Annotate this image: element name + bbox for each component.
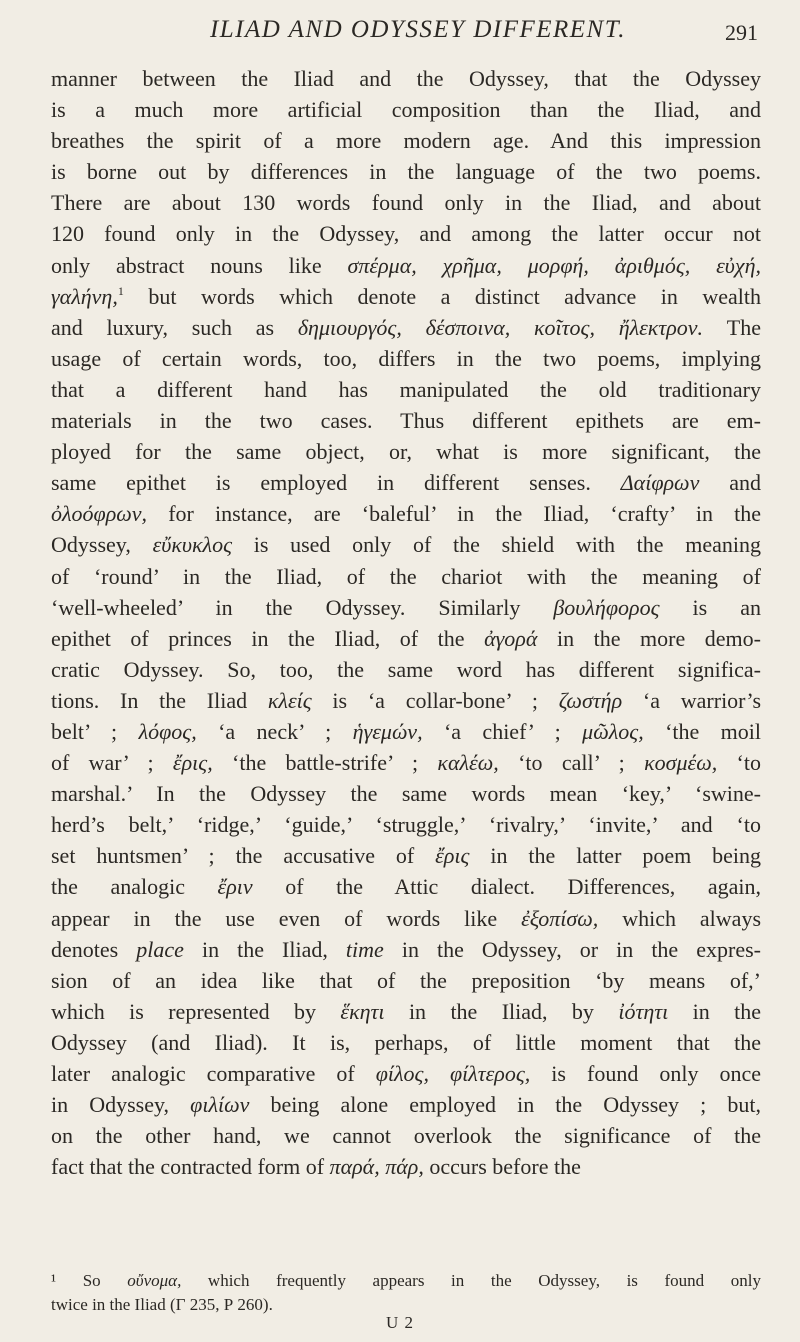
text-line (51, 529, 761, 560)
greek-word: ἀγορά (484, 625, 538, 651)
text-line (51, 187, 761, 218)
text-run: the analogic (51, 874, 218, 900)
text-line (51, 125, 761, 156)
text-line (51, 1058, 761, 1089)
text-run: which always (598, 905, 761, 931)
page-number: 291 (725, 20, 758, 45)
text-run: belt’ ; (51, 718, 139, 744)
footnote-ref: 1 (117, 283, 124, 298)
text-run: and luxury, such as (51, 314, 298, 340)
text-run: denotes (51, 936, 137, 962)
text-run: 120 found only in the Odyssey, and among the latter occur not (51, 221, 761, 247)
text-run: herd’s belt,’ ‘ridge,’ ‘guide,’ ‘struggle,’ ‘rivalry,’ ‘invite,’ and ‘to (51, 812, 761, 838)
text-line (51, 716, 761, 747)
text-run: of the Attic dialect. Differences, again, (252, 874, 761, 900)
text-line (51, 747, 761, 778)
text-run: same epithet is employed in different senses. (51, 470, 621, 496)
text-run: occurs before the (423, 1154, 581, 1180)
text-run: is used only of the shield with the meaning (232, 532, 761, 558)
text-run: in the latter poem being (469, 843, 761, 869)
text-run: in Odyssey, (51, 1092, 191, 1118)
greek-word: γαλήνη, (51, 283, 118, 309)
greek-word: λόφος, (138, 718, 197, 744)
text-run: ‘the moil (643, 718, 762, 744)
footnote (51, 1269, 761, 1317)
text-run: There are about 130 words found only in the Iliad, and about (51, 190, 761, 216)
text-line (51, 281, 761, 312)
italic-emphasis: time (345, 936, 384, 962)
text-run: ‘the battle-strife’ ; (212, 750, 438, 776)
text-run: ¹ So (51, 1271, 128, 1290)
text-run: which frequently appears in the Odyssey, is found only (181, 1271, 761, 1290)
signature-mark: U 2 (385, 1313, 415, 1332)
text-run: for instance, are ‘baleful’ in the Iliad, ‘crafty’ in the (147, 501, 761, 527)
text-run: in the Iliad, (183, 936, 346, 962)
text-run: only abstract nouns like (51, 252, 348, 278)
text-run: materials in the two cases. Thus different epithets are em- (51, 408, 761, 434)
text-run: usage of certain words, too, differs in the two poems, implying (51, 345, 761, 371)
text-line (51, 996, 761, 1027)
text-run: fact that the contracted form of (51, 1154, 330, 1180)
text-line (51, 561, 761, 592)
text-line (51, 436, 761, 467)
text-run: is found only once (530, 1061, 761, 1086)
text-run: cratic Odyssey. So, too, the same word has different significa- (51, 656, 761, 682)
greek-word: ἐξοπίσω, (521, 905, 599, 931)
text-line (51, 654, 761, 685)
greek-word: ἡγεμών, (352, 718, 423, 744)
text-run: is borne out by differences in the language of the two poems. (51, 159, 761, 185)
greek-word: οὔνομα, (127, 1271, 182, 1290)
greek-word: ἰότητι (618, 998, 669, 1024)
text-line (51, 965, 761, 996)
greek-word: ἔρις, (172, 750, 213, 776)
greek-word: σπέρμα, χρῆμα, μορφή, ἀριθμός, εὐχή, (347, 252, 761, 278)
greek-word: ζωστήρ (558, 687, 623, 713)
text-line (51, 623, 761, 654)
text-run: on the other hand, we cannot overlook the significance of the (51, 1123, 761, 1149)
text-run: Odyssey (and Iliad). It is, perhaps, of little moment that the (51, 1029, 761, 1055)
text-run: ‘a neck’ ; (196, 718, 353, 744)
text-run: is a much more artificial composition than the Iliad, and (51, 97, 761, 123)
text-line (51, 1027, 761, 1058)
text-line (51, 312, 761, 343)
text-run: which is represented by (51, 998, 341, 1024)
text-run: in the (668, 998, 761, 1024)
text-run: ‘to call’ ; (498, 750, 645, 776)
text-run: being alone employed in the Odyssey ; but, (249, 1092, 761, 1118)
running-head (138, 16, 758, 56)
text-run: ‘well-wheeled’ in the Odyssey. Similarly (51, 594, 554, 620)
greek-word: ἔρις (435, 843, 470, 869)
greek-word: εὔκυκλος (152, 532, 233, 558)
footnote-line (51, 1269, 761, 1293)
text-line (51, 250, 761, 281)
running-head-title: ILIAD AND ODYSSEY DIFFERENT. (209, 16, 627, 43)
text-line (51, 63, 761, 94)
text-run: is an (659, 594, 761, 620)
body-text (51, 63, 761, 1182)
text-line (51, 685, 761, 716)
text-run: ‘to (717, 750, 761, 776)
text-run: and (699, 470, 761, 496)
text-line (51, 903, 761, 934)
text-run: is ‘a collar-bone’ ; (311, 687, 559, 713)
text-line (51, 1151, 761, 1182)
text-run: appear in the use even of words like (51, 905, 522, 931)
greek-word: κλείς (267, 687, 312, 713)
text-line (51, 840, 761, 871)
text-line (51, 809, 761, 840)
greek-word: ἕκητι (340, 998, 385, 1024)
text-run: that a different hand has manipulated the old traditionary (51, 376, 761, 402)
greek-word: ἔριν (217, 874, 253, 900)
text-run: Odyssey, (51, 532, 153, 558)
greek-word: δημιουργός, δέσποινα, κοῖτος, ἤλεκτρον. (297, 314, 704, 340)
text-run: manner between the Iliad and the Odyssey, that the Odyssey (51, 66, 761, 91)
text-run: breathes the spirit of a more modern age. And this impression (51, 128, 761, 154)
text-line (51, 934, 761, 965)
greek-word: βουλήφορος (553, 594, 660, 620)
text-run: twice in the Iliad (Γ 235, Ρ 260). (51, 1295, 273, 1314)
text-run: marshal.’ In the Odyssey the same words mean ‘key,’ ‘swine- (51, 781, 761, 807)
text-run: ‘a warrior’s (622, 687, 762, 713)
text-line (51, 94, 761, 125)
text-run: epithet of princes in the Iliad, of the (51, 625, 485, 651)
text-line (51, 1089, 761, 1120)
text-run: set huntsmen’ ; the accusative of (51, 843, 436, 869)
text-run: in the more demo- (537, 625, 761, 651)
text-run: in the Odyssey, or in the expres- (383, 936, 761, 962)
text-line (51, 1120, 761, 1151)
text-run: in the Iliad, by (384, 998, 619, 1024)
text-run: sion of an idea like that of the preposition ‘by means of,’ (51, 967, 761, 993)
text-run: The (703, 314, 761, 340)
text-run: but words which denote a distinct advance in wealth (123, 283, 761, 309)
greek-word: μῶλος, (582, 718, 644, 744)
text-run: tions. In the Iliad (51, 687, 268, 713)
text-line (51, 592, 761, 623)
text-line (51, 778, 761, 809)
greek-word: καλέω, (437, 750, 499, 776)
italic-emphasis: place (136, 936, 184, 962)
greek-word: Δαίφρων (620, 470, 700, 496)
text-line (51, 405, 761, 436)
greek-word: φιλίων (190, 1092, 250, 1118)
text-run: of ‘round’ in the Iliad, of the chariot with the meaning of (51, 563, 761, 589)
text-run: of war’ ; (51, 750, 173, 776)
text-run: later analogic comparative of (51, 1061, 376, 1086)
text-line (51, 343, 761, 374)
greek-word: ὀλοόφρων, (51, 501, 148, 527)
text-line (51, 218, 761, 249)
greek-word: κοσμέω, (644, 750, 718, 776)
text-line (51, 871, 761, 902)
greek-word: φίλος, φίλτερος, (375, 1061, 531, 1086)
text-line (51, 156, 761, 187)
text-line (51, 467, 761, 498)
text-run: ‘a chief’ ; (422, 718, 583, 744)
text-run: ployed for the same object, or, what is more significant, the (51, 439, 761, 465)
text-line (51, 374, 761, 405)
text-line (51, 498, 761, 529)
greek-word: παρά, πάρ, (329, 1154, 424, 1180)
